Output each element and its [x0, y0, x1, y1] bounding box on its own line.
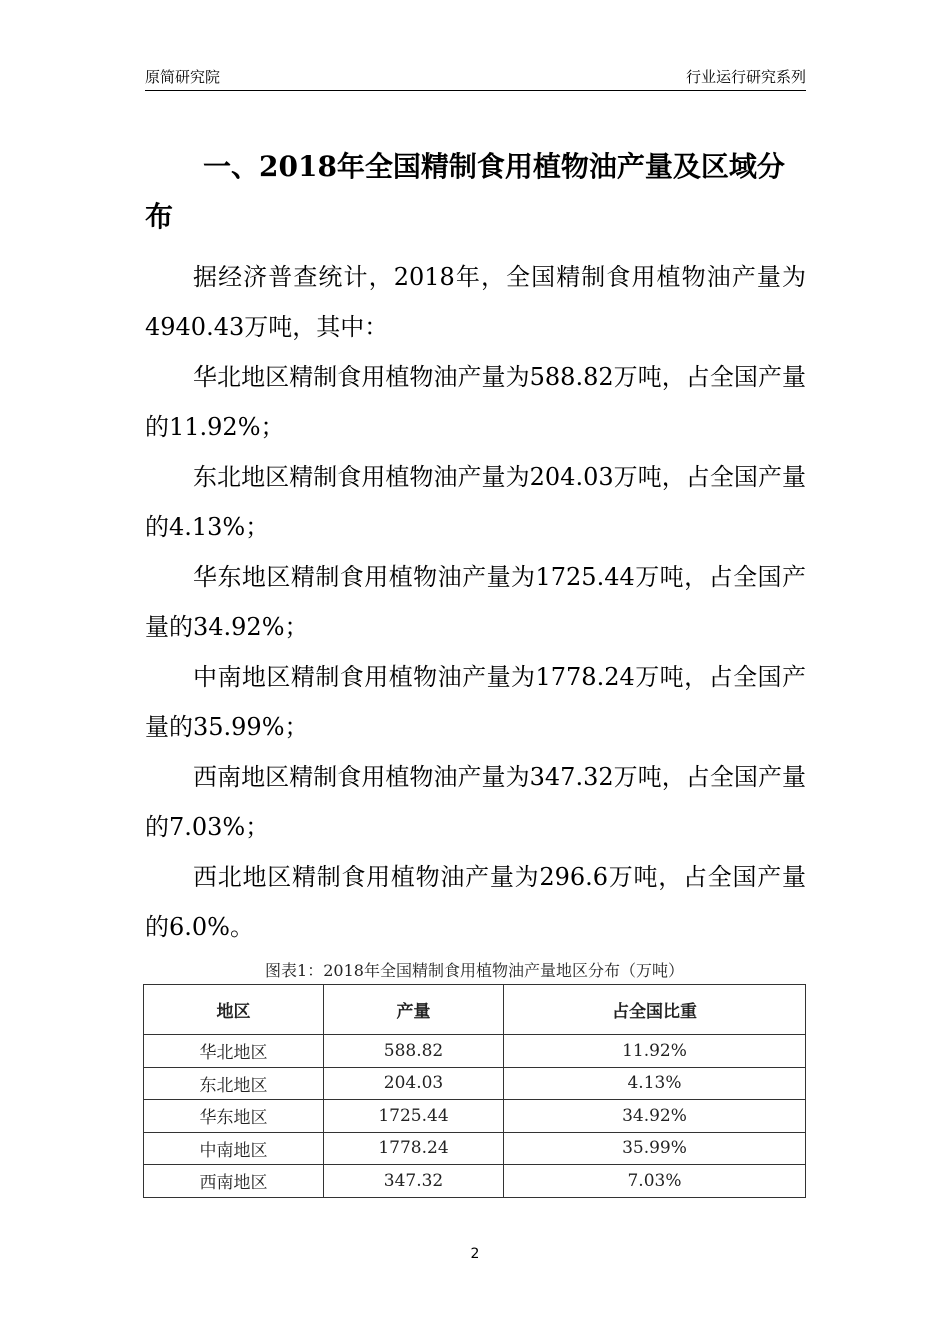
- table-caption: 图表1：2018年全国精制食用植物油产量地区分布（万吨）: [265, 961, 684, 980]
- table-row: [144, 1132, 806, 1165]
- cell-output: 1778.24: [324, 1132, 504, 1165]
- cell-share: 35.99%: [504, 1132, 806, 1165]
- paragraph: 西北地区精制食用植物油产量为296.6万吨，占全国产量的6.0%。: [145, 863, 806, 941]
- body-text: [145, 252, 806, 952]
- cell-region: 西南地区: [144, 1165, 324, 1198]
- header-series: 行业运行研究系列: [685, 68, 806, 86]
- paragraph: 据经济普查统计，2018年，全国精制食用植物油产量为4940.43万吨，其中：: [145, 263, 806, 341]
- header-share: 占全国比重: [504, 985, 806, 1035]
- cell-share: 34.92%: [504, 1100, 806, 1133]
- cell-share: 11.92%: [504, 1035, 806, 1068]
- header-org: 原简研究院: [145, 68, 221, 86]
- cell-region: 中南地区: [144, 1132, 324, 1165]
- page-header: [145, 66, 806, 91]
- header-region: 地区: [144, 985, 324, 1035]
- cell-output: 347.32: [324, 1165, 504, 1198]
- cell-output: 204.03: [324, 1067, 504, 1100]
- paragraph: 东北地区精制食用植物油产量为204.03万吨，占全国产量的4.13%；: [145, 463, 806, 541]
- page-number: 2: [470, 1246, 480, 1262]
- paragraph: 华北地区精制食用植物油产量为588.82万吨，占全国产量的11.92%；: [145, 363, 806, 441]
- table-row: [144, 1035, 806, 1068]
- cell-region: 华东地区: [144, 1100, 324, 1133]
- table-row: [144, 1067, 806, 1100]
- cell-region: 华北地区: [144, 1035, 324, 1068]
- table-row: [144, 1100, 806, 1133]
- cell-output: 588.82: [324, 1035, 504, 1068]
- header-output: 产量: [324, 985, 504, 1035]
- cell-region: 东北地区: [144, 1067, 324, 1100]
- paragraph: 西南地区精制食用植物油产量为347.32万吨，占全国产量的7.03%；: [145, 763, 806, 841]
- production-table: [143, 984, 806, 1198]
- table-header-row: [144, 985, 806, 1035]
- cell-share: 4.13%: [504, 1067, 806, 1100]
- cell-share: 7.03%: [504, 1165, 806, 1198]
- paragraph: 中南地区精制食用植物油产量为1778.24万吨，占全国产量的35.99%；: [145, 663, 806, 741]
- table-row: [144, 1165, 806, 1198]
- cell-output: 1725.44: [324, 1100, 504, 1133]
- paragraph: 华东地区精制食用植物油产量为1725.44万吨，占全国产量的34.92%；: [145, 563, 806, 641]
- section-title: 一、2018年全国精制食用植物油产量及区域分布: [145, 150, 785, 233]
